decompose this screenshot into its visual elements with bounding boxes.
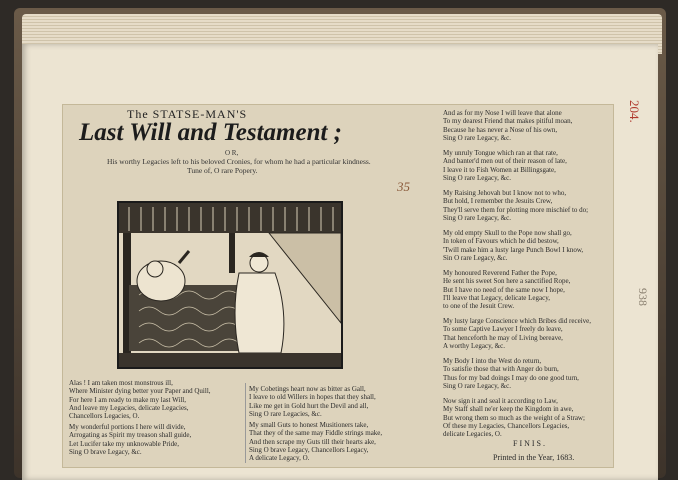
verse-line: Because he has never a Nose of his own,	[443, 125, 558, 134]
verse-line: But I have no need of the same now I hope,	[443, 285, 565, 294]
verse-line: That they of the same may Fiddle strings make,	[249, 429, 383, 438]
handwritten-note: 35	[397, 179, 410, 194]
verse-line: Let Lucifer take my unknowable Pride,	[69, 439, 180, 448]
shelf-mark: 938	[636, 288, 650, 306]
verse-line: Sing O rare Legacy, &c.	[443, 381, 511, 390]
broadside-sheet	[62, 104, 614, 468]
verse-line: 'Twill make him a lusty large Punch Bowl I know,	[443, 245, 584, 254]
verse-line: My wonderful portions I here will divide,	[69, 423, 186, 431]
left-stanza-2	[69, 423, 191, 456]
verse-line: My lusty large Conscience which Bribes did receive,	[443, 317, 591, 325]
verse-line: To satisfie those that with Anger do burn,	[443, 365, 559, 374]
title-or: O R,	[225, 149, 239, 157]
title-line-2: Last Will and Testament ;	[79, 119, 343, 146]
tune-line: Tune of, O rare Popery.	[187, 166, 258, 175]
verse-line: And as for my Nose I will leave that alone	[443, 109, 562, 117]
verse-line: And leave my Legacies, delicate Legacies,	[69, 403, 189, 412]
verse-line: Of these my Legacies, Chancellors Legacies,	[443, 421, 570, 430]
verse-line: Sin O rare Legacy, &c.	[443, 253, 508, 262]
verse-line: My small Guts to honest Musitioners take,	[249, 421, 369, 429]
right-stanza-4	[443, 229, 583, 262]
verse-line: My Raising Jehovah but I know not to who,	[443, 189, 567, 197]
verse-line: But hold, I remember the Jesuits Crew,	[443, 197, 553, 206]
verse-line: My Staff shall ne'er keep the Kingdom in awe,	[443, 405, 574, 414]
right-stanza-3	[443, 189, 588, 222]
verse-line: For here I am ready to make my last Will,	[69, 395, 187, 404]
verse-line: delicate Legacies, O.	[443, 430, 502, 439]
finis: FINIS.	[513, 439, 548, 448]
right-stanza-5	[443, 269, 570, 310]
imprint: Printed in the Year, 1683.	[493, 453, 575, 462]
right-stanza-6	[443, 317, 591, 350]
verse-line: Now sign it and seal it according to Law,	[443, 397, 558, 405]
verse-line: Sing O rare Legacy, &c.	[443, 213, 511, 222]
verse-line: But wrong them so much as the weight of a Straw;	[443, 413, 585, 422]
verse-line: Sing O brave Legacy, Chancellors Legacy,	[249, 445, 369, 454]
verse-line: My Cobetings heart now as bitter as Gall,	[249, 385, 366, 393]
subtitle: His worthy Legacies left to his beloved Cronies, for whom he had a particular kindness.	[107, 157, 371, 166]
verse-line: Sing O rare Legacies, &c.	[249, 409, 322, 418]
verse-line: My Body I into the West do return,	[443, 357, 542, 365]
right-stanza-8	[443, 397, 585, 438]
verse-line: A worthy Legacy, &c.	[443, 341, 505, 350]
woodcut-illustration	[117, 201, 343, 369]
right-column	[443, 109, 613, 465]
verse-line: Sing O rare Legacy, &c.	[443, 173, 511, 182]
verse-line: My unruly Tongue which ran at that rate,	[443, 149, 558, 157]
verse-line: To my dearest Friend that makes pitiful moan,	[443, 117, 573, 126]
verse-line: My old empty Skull to the Pope now shall go,	[443, 229, 572, 237]
verse-line: I leave it to Fish Women at Billingsgate,	[443, 165, 556, 174]
verse-line: That henceforth he may of Living bereave,	[443, 333, 563, 342]
verse-line: I leave to old Willers in hopes that they shall,	[249, 393, 376, 402]
middle-stanza-1	[249, 385, 439, 418]
left-column	[67, 105, 410, 465]
page-number: 204.	[627, 100, 642, 123]
verse-line: And banter'd men out of their reason of late,	[443, 157, 567, 166]
middle-stanza-2	[249, 421, 439, 462]
left-stanza-1	[69, 379, 211, 420]
verse-line: To some Captive Lawyer I freely do leave,	[443, 325, 563, 334]
verse-line: to one of the Jesuit Crew.	[443, 302, 515, 311]
verse-line: Like me get in Gold hurt the Devil and all,	[249, 401, 369, 410]
verse-line: Sing O brave Legacy, &c.	[69, 447, 142, 456]
right-stanza-2	[443, 149, 567, 182]
verse-line: Thus for my bad doings I may do one good turn,	[443, 373, 579, 382]
title-line-1: The STATSE-MAN'S	[127, 107, 248, 121]
column-divider	[245, 383, 246, 463]
right-stanza-1	[443, 109, 572, 142]
verse-line: A delicate Legacy, O.	[249, 454, 310, 463]
verse-line: Arrogating as Spirit my treason shall guide,	[69, 431, 192, 440]
verse-line: And then scrape my Guts till their hearts ake,	[249, 437, 376, 446]
verse-line: Chancellors Legacies, O.	[69, 412, 140, 421]
verse-line: They'll serve them for plotting more mischief to do;	[443, 205, 589, 214]
verse-line: My honoured Reverend Father the Pope,	[443, 269, 557, 277]
verse-line: Alas ! I am taken most monstrous ill,	[69, 379, 173, 387]
verse-line: Sing O rare Legacy, &c.	[443, 133, 511, 142]
verse-line: I'll leave that Legacy, delicate Legacy,	[443, 293, 551, 302]
verse-line: He sent his sweet Son here a sanctified Rope,	[443, 277, 571, 286]
verse-line: Where Minister dying better your Paper and Quill,	[69, 387, 211, 396]
right-stanza-7	[443, 357, 579, 390]
verse-line: In token of Favours which he did bestow,	[443, 237, 559, 246]
